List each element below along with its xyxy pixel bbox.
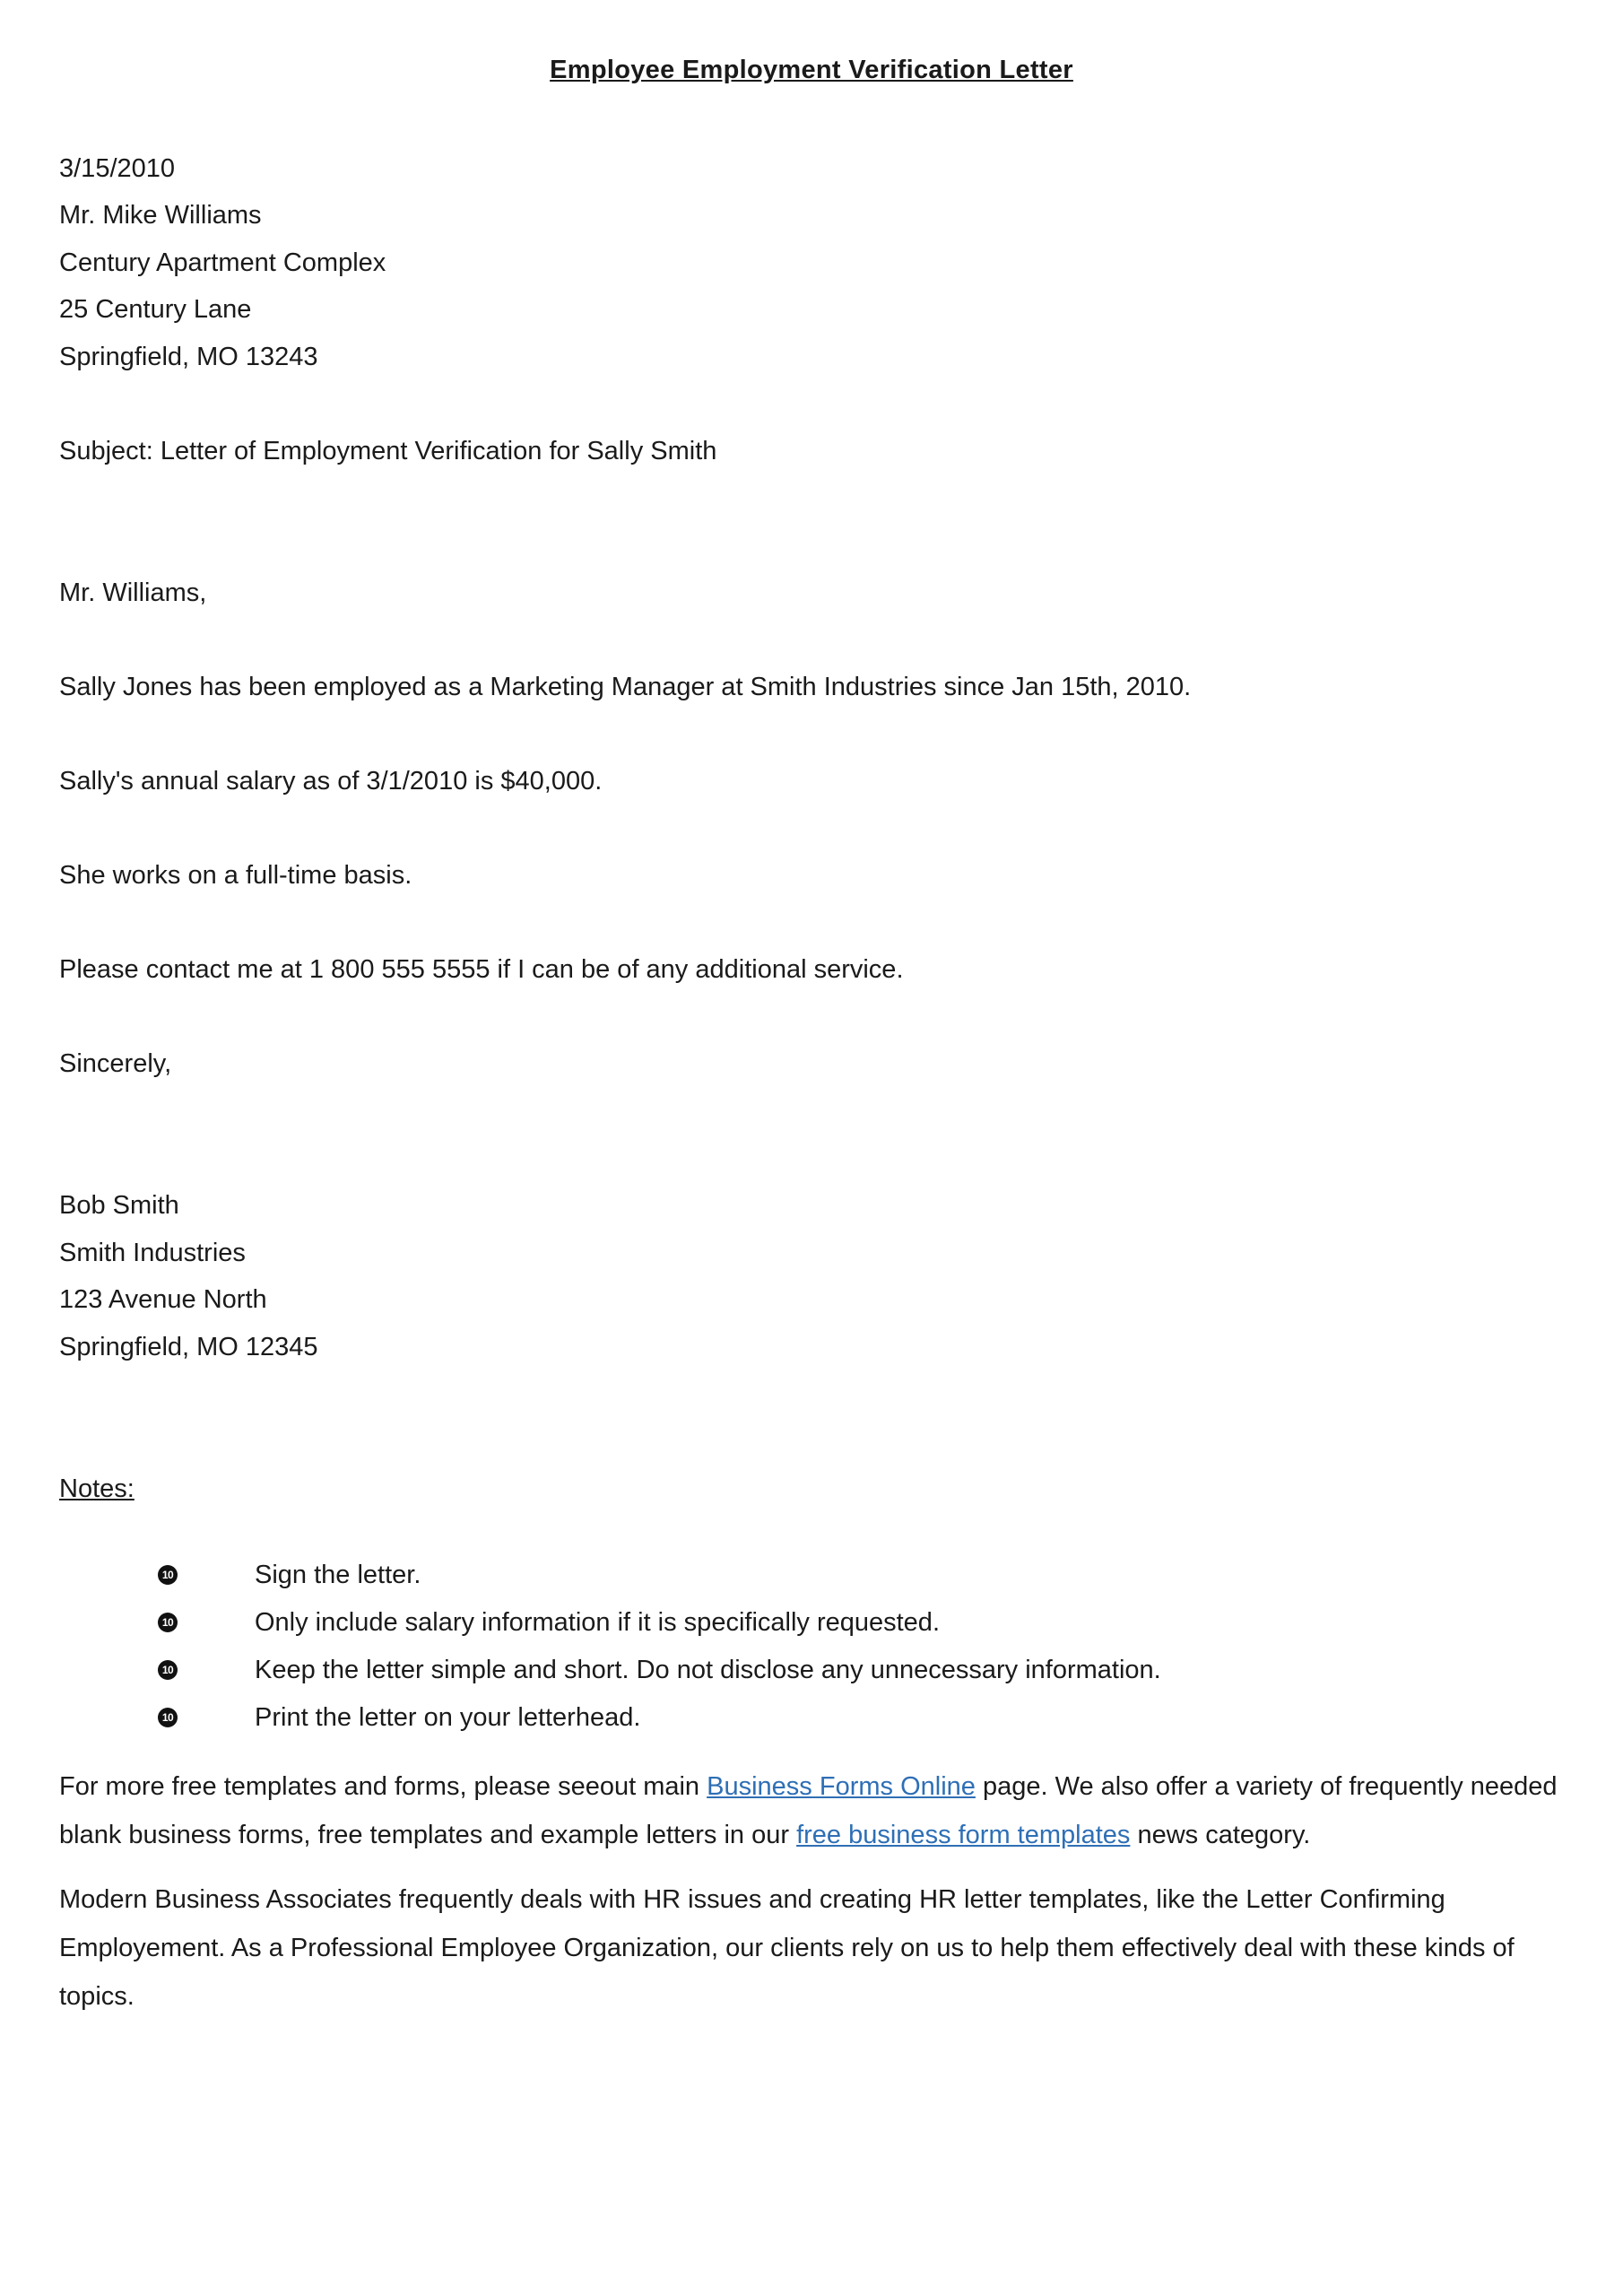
list-item: [0, 1654, 1623, 1690]
body-paragraph: Sally's annual salary as of 3/1/2010 is $40,000.: [59, 767, 603, 796]
letter-closing: Sincerely,: [59, 1049, 172, 1078]
list-item: [0, 1701, 1623, 1737]
notes-heading: Notes:: [59, 1474, 135, 1503]
recipient-address-line3: Springfield, MO 13243: [59, 343, 318, 371]
note-text: Only include salary information if it is specifically requested.: [255, 1608, 940, 1637]
business-forms-online-link[interactable]: Business Forms Online: [707, 1772, 976, 1801]
sender-company: Smith Industries: [59, 1239, 246, 1267]
note-text: Print the letter on your letterhead.: [255, 1703, 641, 1732]
body-paragraph: Please contact me at 1 800 555 5555 if I can be of any additional service.: [59, 955, 904, 984]
footer-text: news category.: [1130, 1821, 1311, 1849]
numbered-bullet-icon: 10: [158, 1613, 178, 1632]
body-paragraph: She works on a full-time basis.: [59, 861, 412, 890]
numbered-bullet-icon: 10: [158, 1660, 178, 1680]
free-business-form-templates-link[interactable]: free business form templates: [796, 1821, 1131, 1849]
numbered-bullet-icon: 10: [158, 1708, 178, 1727]
letter-salutation: Mr. Williams,: [59, 578, 207, 607]
letter-date: 3/15/2010: [59, 154, 176, 183]
recipient-address-line2: 25 Century Lane: [59, 295, 252, 324]
sender-address-line2: Springfield, MO 12345: [59, 1333, 318, 1361]
sender-name: Bob Smith: [59, 1191, 179, 1220]
note-text: Keep the letter simple and short. Do not disclose any unnecessary information.: [255, 1656, 1161, 1684]
recipient-address-line1: Century Apartment Complex: [59, 248, 386, 277]
footer-paragraph: [59, 1762, 1575, 1859]
list-item: [0, 1606, 1623, 1642]
note-text: Sign the letter.: [255, 1561, 421, 1589]
footer-paragraph-2: Modern Business Associates frequently deals with HR issues and creating HR letter templates, like the Letter Confirming Employement. As a Professional Employee Organization, our clients rely on us to help them effectively deal with these kinds of topics.: [59, 1885, 1515, 2011]
footer-text: page. We also offer a variety of frequently needed blank business forms, free templates and example letters in our: [59, 1772, 1558, 1849]
sender-address-line1: 123 Avenue North: [59, 1285, 267, 1314]
footer-text: For more free templates and forms, please seeout main: [59, 1772, 707, 1801]
letter-subject: Subject: Letter of Employment Verification for Sally Smith: [59, 437, 717, 465]
numbered-bullet-icon: 10: [158, 1565, 178, 1585]
letter-title: Employee Employment Verification Letter: [550, 56, 1073, 84]
list-item: [0, 1559, 1623, 1595]
recipient-name: Mr. Mike Williams: [59, 201, 262, 230]
body-paragraph: Sally Jones has been employed as a Marketing Manager at Smith Industries since Jan 15th, 2010.: [59, 673, 1192, 701]
